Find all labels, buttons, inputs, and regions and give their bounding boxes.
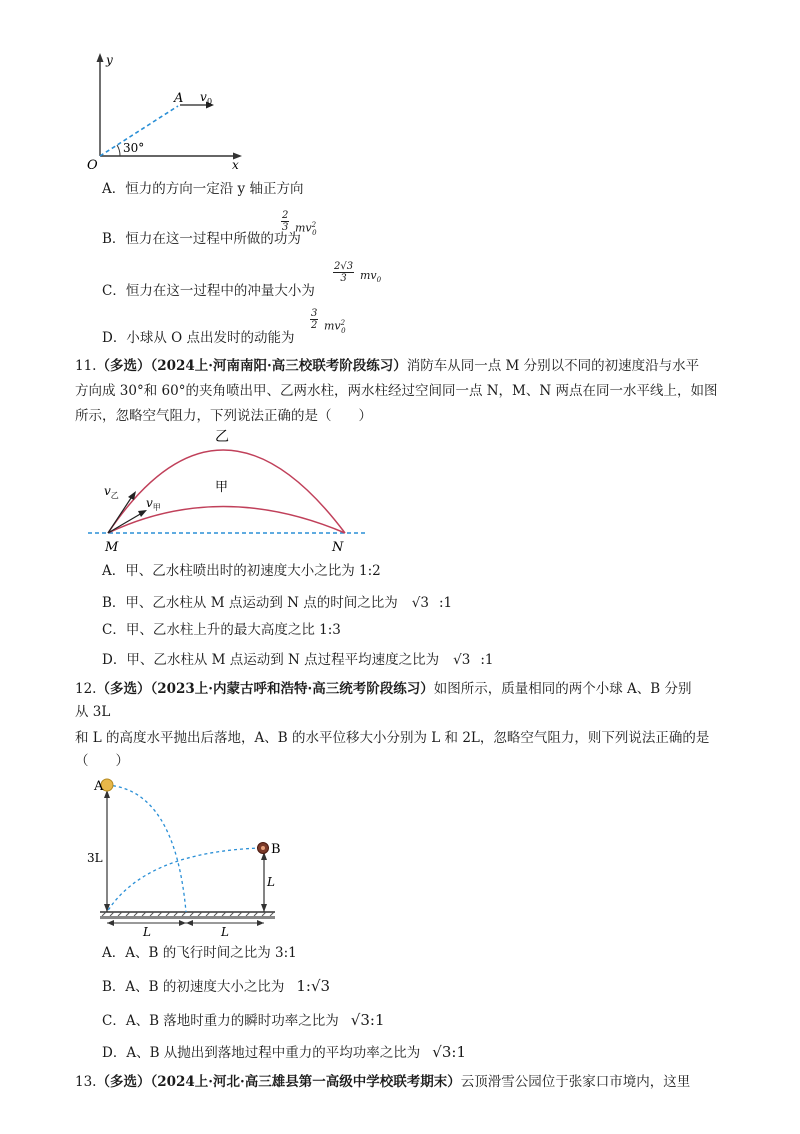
- q12-option-a: A．A、B 的飞行时间之比为 3:1: [102, 945, 297, 961]
- point-m-label: M: [105, 540, 119, 555]
- q12-line1: [75, 680, 691, 698]
- velocity-jia-label: $v_甲$: [146, 496, 161, 512]
- fraction-denominator: 3: [282, 222, 289, 233]
- point-n-label: N: [332, 540, 344, 555]
- question-number: 12.: [75, 681, 97, 697]
- q11-option-c: C．甲、乙水柱上升的最大高度之比 1:3: [102, 622, 341, 638]
- q11-option-b: [102, 594, 452, 612]
- fraction-numerator: 2: [282, 210, 289, 221]
- option-text: B．A、B 的初速度大小之比为: [102, 979, 285, 995]
- q12-option-c: [102, 1011, 385, 1030]
- q11-line1: [75, 357, 699, 375]
- question-source-tag: （多选）（2024上·河南南阳·高三校联考阶段练习）: [96, 358, 407, 374]
- jet-yi-label: 乙: [215, 429, 229, 445]
- q13-line1: [75, 1073, 690, 1091]
- option-value: √3:1: [350, 1011, 385, 1029]
- question-source-tag: （多选）（2023上·内蒙古呼和浩特·高三统考阶段练习）: [96, 681, 434, 697]
- option-text: C．A、B 落地时重力的瞬时功率之比为: [102, 1013, 339, 1029]
- y-axis-label: y: [106, 53, 113, 67]
- height-3l-label: 3L: [87, 851, 103, 865]
- velocity-yi-label: $v_乙$: [104, 484, 119, 500]
- ball-b-label: B: [271, 842, 281, 857]
- jet-jia-label: 甲: [215, 480, 229, 495]
- height-l-label: L: [267, 875, 275, 889]
- angle-label: 30°: [123, 141, 145, 155]
- q12-line4: （ ）: [75, 753, 129, 769]
- q12-line3: 和 L 的高度水平抛出后落地，A、B 的水平位移大小分别为 L 和 2L，忽略空气阻力，则下列说法正确的是: [75, 730, 710, 746]
- q10-option-c: C．恒力在这一过程中的冲量大小为: [102, 283, 315, 299]
- q10-option-d: D．小球从 O 点出发时的动能为: [102, 330, 295, 346]
- option-value: 1:√3: [296, 977, 331, 995]
- option-value: √3:1: [432, 1043, 466, 1061]
- option-text: D．A、B 从抛出到落地过程中重力的平均功率之比为: [102, 1045, 421, 1061]
- q10-option-c-tail: $mv_0$: [360, 269, 382, 285]
- q11-line3: 所示，忽略空气阻力，下列说法正确的是（ ）: [75, 408, 372, 424]
- q11-option-a: A．甲、乙水柱喷出时的初速度大小之比为 1:2: [102, 563, 381, 579]
- q10-option-a: A．恒力的方向一定沿 y 轴正方向: [102, 181, 304, 197]
- velocity-label: v: [200, 90, 207, 104]
- fraction-denominator: 2: [311, 320, 318, 331]
- question-number: 13.: [75, 1074, 97, 1090]
- q10-option-b-tail: $mv^2_0$: [295, 221, 317, 237]
- distance-l2-label: L: [221, 925, 229, 939]
- option-value-tail: :1: [480, 652, 494, 668]
- velocity-subscript: 0: [207, 97, 213, 106]
- q11-option-d: [102, 651, 493, 669]
- option-text: D．甲、乙水柱从 M 点运动到 N 点过程平均速度之比为: [102, 652, 440, 668]
- figure-velocity-axes: [80, 48, 260, 173]
- q10-option-d-tail: $mv^2_0$: [324, 319, 346, 335]
- distance-l1-label: L: [143, 925, 151, 939]
- x-axis-label: x: [232, 158, 239, 172]
- question-source-tag: （多选）（2024上·河北·高三雄县第一高级中学校联考期末）: [96, 1074, 461, 1090]
- figure-water-jets: [80, 425, 380, 555]
- q12-option-d: [102, 1043, 466, 1062]
- question-text: 云顶滑雪公园位于张家口市境内，这里: [460, 1074, 691, 1090]
- fraction-denominator: 3: [340, 273, 347, 284]
- fraction-numerator: 3: [311, 308, 318, 319]
- q11-line2: 方向成 30°和 60°的夹角喷出甲、乙两水柱，两水柱经过空间同一点 N，M、N 两点在同一水平线上，如图: [75, 383, 718, 399]
- q10-option-b-fraction: [281, 210, 289, 233]
- question-text: 消防车从同一点 M 分别以不同的初速度沿与水平: [406, 358, 700, 374]
- question-number: 11.: [75, 358, 97, 374]
- option-text: B．甲、乙水柱从 M 点运动到 N 点的时间之比为: [102, 595, 398, 611]
- point-a-label: A: [174, 91, 184, 106]
- q12-option-b: [102, 977, 330, 996]
- q10-option-b: B．恒力在这一过程中所做的功为: [102, 231, 301, 247]
- option-value-tail: :1: [438, 595, 453, 611]
- fraction-numerator: 2√3: [334, 261, 354, 272]
- question-text: 如图所示，质量相同的两个小球 A、B 分别: [433, 681, 692, 697]
- figure-projectiles: [85, 770, 295, 940]
- q10-option-d-fraction: [310, 308, 318, 331]
- ball-a-label: A: [94, 779, 104, 794]
- option-value: √3: [411, 595, 429, 611]
- q10-option-c-fraction: [333, 261, 354, 284]
- origin-label: O: [87, 158, 98, 173]
- option-value: √3: [453, 652, 471, 668]
- q12-line2: 从 3L: [75, 704, 111, 720]
